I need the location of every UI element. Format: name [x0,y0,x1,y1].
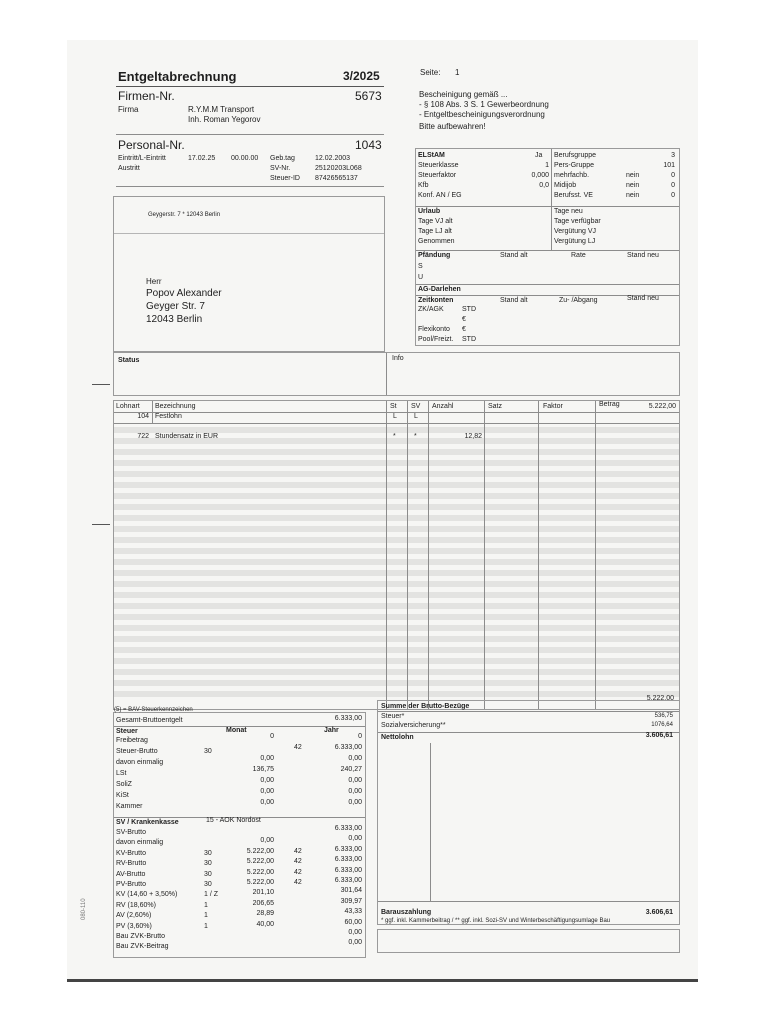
sv-row-monat: 5.222,00 [246,879,274,886]
sv-row-jahr: 0,00 [348,939,362,947]
elstam-right-mid: nein [626,192,640,199]
elstam-right-value: 101 [663,162,675,169]
pfaendung-rate: Rate [571,252,586,259]
elstam-row-value: 0,000 [531,172,549,179]
lohnart-sv: L [414,413,418,420]
pfaendung-stand-alt: Stand alt [500,252,528,259]
steuer-row-jahr: 6.333,00 [334,744,362,751]
sv-row-jahr: 309,97 [340,897,362,905]
elstam-right-label: Pers-Gruppe [554,162,595,169]
personal-label: Personal-Nr. [118,138,185,152]
sv-row-c: 42 [294,868,302,876]
steuer-sv-box [113,707,366,958]
recipient-city: 12043 Berlin [146,314,203,325]
lohnart-sv: * [414,433,417,440]
bescheinigung-line1: Bescheinigung gemäß ... [419,90,508,99]
zeitkonto-label: ZK/AGK [418,306,444,313]
steuer-row-c: 42 [294,744,302,751]
address-window [113,196,385,352]
sv-row-label: PV-Brutto [116,881,146,888]
steuer-row-monat: 0,00 [260,799,274,806]
col-lohnart: Lohnart [116,403,140,410]
elstam-right-value: 0 [671,172,675,179]
payslip-page [67,40,698,982]
elstam-right-value: 0 [671,182,675,189]
recipient-salutation: Herr [146,277,162,286]
steuer-row-label: KiSt [116,792,129,799]
steuer-row-monat: 136,75 [252,766,274,773]
elstam-right-value: 0 [671,192,675,199]
sv-row-monat: 0,00 [260,837,274,845]
sv-row-jahr: 6.333,00 [334,877,362,884]
netto-value: 3.606,61 [645,732,673,739]
steuer-row-monat: 0,00 [260,777,274,784]
divider [551,149,552,206]
margin-code: 080-110 [81,898,87,920]
col-bezeichnung: Bezeichnung [155,403,196,410]
steuer-row-jahr: 0,00 [348,788,362,795]
sv-row-monat: 201,10 [252,889,274,897]
firma-line2: Inh. Roman Yegorov [188,115,261,124]
sv-row-jahr: 6.333,00 [334,856,362,864]
steuer-head: Steuer [116,728,138,735]
steuer-row-jahr: 0,00 [348,755,362,762]
sv-row-jahr: 43,33 [344,908,362,916]
gesamt-brutto-label: Gesamt-Bruttoentgelt [116,717,183,724]
sv-row-label: AV-Brutto [116,870,146,878]
sv-row-jahr: 6.333,00 [334,845,362,853]
zeitkonto-unit: € [462,316,466,323]
steuer-row-label: Kammer [116,803,143,810]
urlaub-right-item: Tage verfügbar [554,218,601,225]
netto-footnote: * ggf. inkl. Kammerbeitrag / ** ggf. inkl. Sozi-SV und Winterbeschäftigungsumlage Bau [381,918,611,924]
seite-label: Seite: [420,68,441,77]
zeitkonten-stand-alt: Stand alt [500,297,528,304]
pfaendung-row-u: U [418,274,424,281]
bav-footnote: (5) = BAV-Steuerkennzeichen [114,707,193,713]
steuer-row-jahr: 0,00 [348,799,362,806]
svnr-label: SV-Nr. [270,165,291,172]
elstam-right-label: Berufsgruppe [554,152,597,159]
sv-row-jahr: 0,00 [348,929,362,936]
zeitkonto-unit: STD [462,336,476,343]
sv-row-label: RV-Brutto [116,860,147,868]
personal-nr: 1043 [355,138,382,152]
netto-box [377,700,680,925]
sv-row-label: AV (2,60%) [116,912,152,920]
steuer-row-monat: 0 [270,733,274,740]
sv-row-label: KV (14,60 + 3,50%) [116,891,178,899]
zeitkonten-title: Zeitkonten [418,297,454,304]
col-anzahl: Anzahl [432,403,454,410]
elstam-right-label: Midijob [554,182,577,189]
sv-row-jahr: 60,00 [344,918,362,926]
sv-row-jahr: 6.333,00 [334,866,362,874]
sv-row-jahr: 301,64 [340,887,362,895]
sv-row-a: 30 [204,860,212,868]
steuer-row-jahr: 240,27 [340,766,362,773]
sv-label: Sozialversicherung** [381,722,446,729]
sv-row-monat: 28,89 [256,910,274,918]
sv-row-a: 30 [204,849,212,857]
steuer-row-jahr: 0 [358,733,362,740]
recipient-name: Popov Alexander [146,288,222,299]
sv-row-c: 42 [294,847,302,855]
bescheinigung-line2: - § 108 Abs. 3 S. 1 Gewerbeordnung [419,100,549,109]
firma-label: Firma [118,105,139,114]
urlaub-left-item: Tage VJ alt [418,218,453,225]
urlaub-left-item: Genommen [418,238,455,245]
bescheinigung-line4: Bitte aufbewahren! [419,122,486,131]
elstam-row-value: 1 [545,162,549,169]
sv-row-c: 42 [294,879,302,886]
gebtag-value: 12.02.2003 [315,155,351,162]
gesamt-brutto-value: 6.333,00 [334,715,362,722]
steuer-row-label: davon einmalig [116,759,164,766]
sv-row-monat: 40,00 [256,920,274,928]
lohnart-betrag: 5.222,00 [648,403,676,410]
sv-row-a: 1 [204,912,208,920]
sv-row-monat: 5.222,00 [246,868,274,876]
steuer-value: 536,75 [654,713,673,719]
elstam-title: ELStAM [418,152,445,159]
steuer-row-label: LSt [116,770,127,777]
firmen-label: Firmen-Nr. [118,89,175,103]
sv-value: 1076,64 [651,722,673,728]
status-box [113,352,680,396]
steuer-label: Steuer* [381,713,405,720]
urlaub-left-item: Tage LJ alt [418,228,452,235]
sv-row-a: 1 [204,922,208,930]
elstam-right-mid: nein [626,172,640,179]
steuer-row-monat: 0,00 [260,755,274,762]
eintritt-date: 17.02.25 [188,155,216,162]
lohnart-st: * [393,433,396,440]
steuer-row-jahr: 0,00 [348,777,362,784]
sv-row-jahr: 0,00 [348,835,362,843]
zeitkonto-unit: STD [462,306,476,313]
fold-mark [92,384,110,385]
sv-row-label: Bau ZVK-Beitrag [116,943,169,951]
sv-row-label: davon einmalig [116,839,164,847]
zeitkonto-unit: € [462,326,466,333]
sv-row-monat: 206,65 [252,899,274,907]
darlehen-title: AG-Darlehen [418,286,461,293]
fold-mark [92,524,110,525]
eintritt-time: 00.00.00 [231,155,259,162]
monat-head: Monat [226,727,247,734]
summe-label: Summe der Brutto-Bezüge [381,703,470,710]
summe-value-top: 5.222,00 [646,695,674,702]
lohnart-st: L [393,413,397,420]
elstam-row-label: Steuerfaktor [418,172,457,179]
elstam-right-label: Berufsst. VE [554,192,593,199]
sv-row-label: SV-Brutto [116,829,146,836]
sv-row-label: RV (18,60%) [116,901,156,909]
lohnart-code: 722 [137,433,149,440]
sv-row-label: KV-Brutto [116,849,146,857]
zeitkonto-label: Flexikonto [418,326,450,333]
sv-row-label: PV (3,60%) [116,922,152,930]
empty-note-box [377,929,680,953]
elstam-right-value: 3 [671,152,675,159]
pfaendung-stand-neu: Stand neu [627,252,659,259]
status-label: Status [118,357,140,364]
sv-kasse: 15 - AOK Nordost [206,817,261,824]
urlaub-right-item: Vergütung VJ [554,228,597,235]
steuer-row-monat: 0,00 [260,788,274,795]
elstam-row-label: Steuerklasse [418,162,459,169]
elstam-panel [415,148,680,346]
steuer-row-label: SoliZ [116,781,132,788]
sender-line: Geygerstr. 7 * 12043 Berlin [148,212,221,218]
sv-row-monat: 5.222,00 [246,847,274,855]
steuer-row-label: Steuer-Brutto [116,748,158,755]
barauszahlung-label: Barauszahlung [381,909,432,916]
elstam-row-label: Kfb [418,182,429,189]
sv-row-c: 42 [294,858,302,866]
elstam-ja: Ja [535,152,543,159]
zeitkonten-zu-abgang: Zu- /Abgang [559,297,598,304]
urlaub-right-item: Tage neu [554,208,583,215]
divider [551,206,552,250]
steuerid-value: 87426565137 [315,175,358,182]
steuer-row-label: Freibetrag [116,737,148,744]
elstam-row-value: 0,0 [539,182,549,189]
lohnart-bezeichnung: Stundensatz in EUR [155,433,219,440]
sv-row-label: Bau ZVK-Brutto [116,933,166,940]
sv-head: SV / Krankenkasse [116,819,179,826]
recipient-street: Geyger Str. 7 [146,301,205,312]
eintritt-label: Eintritt/L-Eintritt [118,155,166,162]
col-st: St [390,403,397,410]
divider [114,423,679,424]
gebtag-label: Geb.tag [270,155,295,162]
firmen-nr: 5673 [355,89,382,103]
lohnart-code: 104 [137,413,149,420]
col-satz: Satz [488,403,503,410]
firma-line1: R.Y.M.M Transport [188,105,255,114]
svnr-value: 25120203L068 [315,165,362,172]
info-label: Info [392,355,404,362]
zeitkonto-label: Pool/Freizt. [418,336,454,343]
elstam-right-label: mehrfachb. [554,172,590,179]
steuer-row-a: 30 [204,748,212,755]
col-sv: SV [411,403,421,410]
lohnart-bezeichnung: Festlohn [155,413,182,420]
col-betrag: Betrag [599,401,620,408]
period: 3/2025 [343,69,380,83]
document-title: Entgeltabrechnung [118,69,237,84]
elstam-right-mid: nein [626,182,640,189]
sv-row-jahr: 6.333,00 [334,825,362,832]
barauszahlung-value: 3.606,61 [645,909,673,916]
col-faktor: Faktor [543,403,563,410]
sv-row-a: 1 / Z [204,891,219,899]
austritt-label: Austritt [118,165,140,172]
sv-row-monat: 5.222,00 [246,858,274,866]
jahr-head: Jahr [324,727,339,734]
urlaub-title: Urlaub [418,208,441,215]
pfaendung-row-s: S [418,263,423,270]
lohnarten-table [113,400,680,710]
sv-row-a: 30 [204,881,212,888]
sv-row-a: 1 [204,901,208,909]
steuerid-label: Steuer-ID [270,175,300,182]
sv-row-a: 30 [204,870,212,878]
bescheinigung-line3: - Entgeltbescheinigungsverordnung [419,110,545,119]
pfaendung-title: Pfändung [418,252,451,259]
netto-label: Nettolohn [381,734,414,741]
urlaub-right-item: Vergütung LJ [554,238,596,245]
lohnart-anzahl: 12,82 [464,433,482,440]
elstam-row-label: Konf. AN / EG [418,192,462,199]
seite-value: 1 [455,68,460,77]
zeitkonten-stand-neu: Stand neu [627,295,659,302]
